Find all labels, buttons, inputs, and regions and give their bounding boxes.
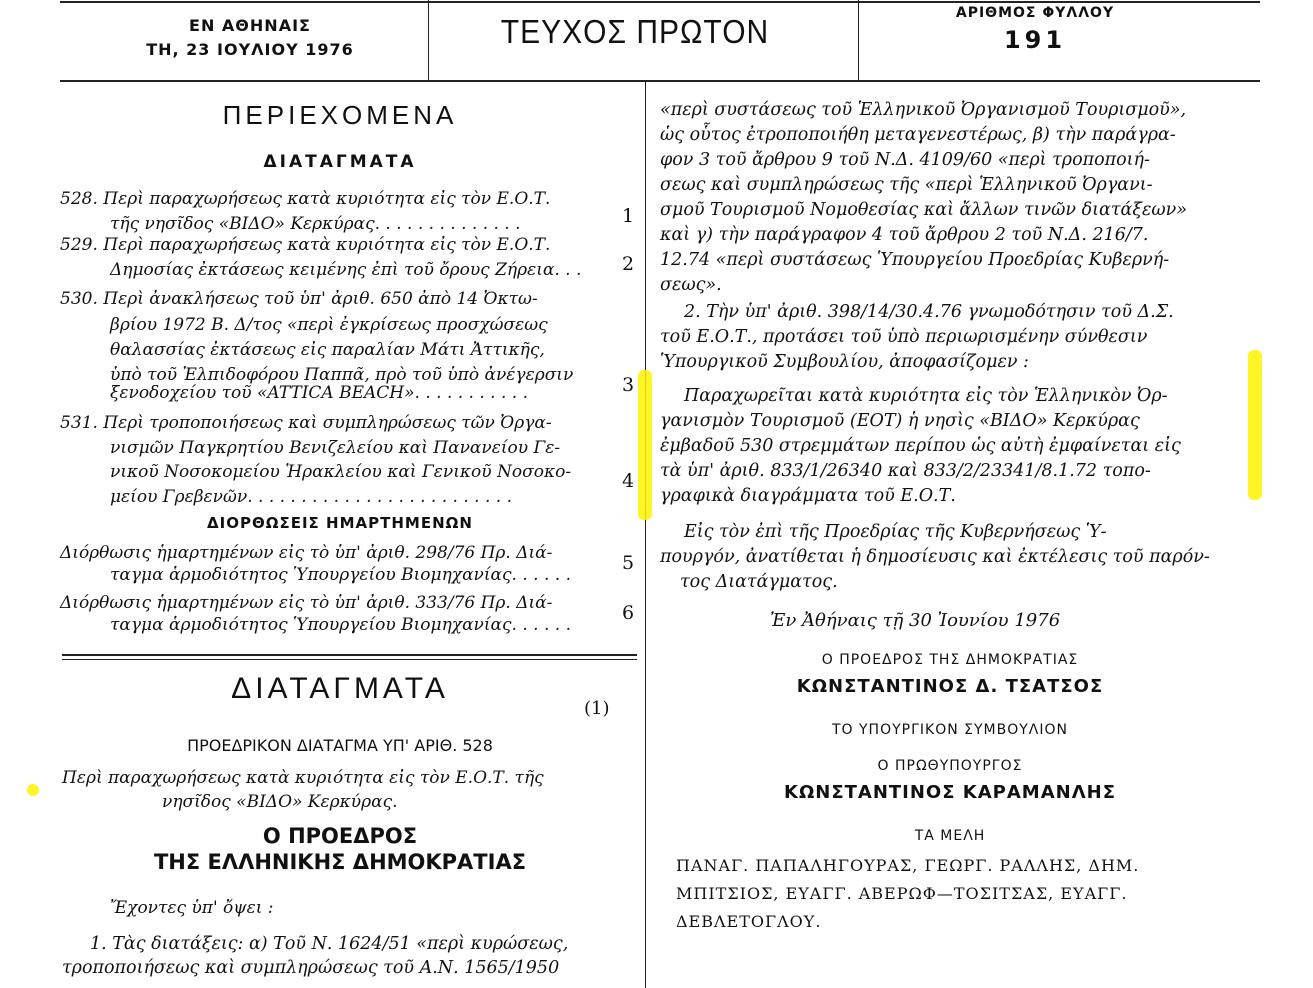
decree-preamble: Ἔχοντες ὑπ' ὄψει : [110,898,274,918]
body-line: «περὶ συστάσεως τοῦ Ἑλληνικοῦ Ὀργανισμοῦ Τουρισμοῦ», [660,100,1187,120]
toc-page-number: 2 [622,253,635,275]
decree-paragraph-line: τροποποιήσεως καὶ συμπληρώσεως τοῦ Α.Ν. 1565/1950 [62,958,560,978]
body-line: καὶ γ) τὴν παράγραφον 4 τοῦ ἄρθρου 2 τοῦ Ν.Δ. 216/7. [660,225,1149,245]
decrees-title: ΔΙΑΤΑΓΜΑΤΑ [231,672,449,705]
header-divider-left [428,0,429,80]
highlighter-dot [27,784,39,796]
body-line: 2. Τὴν ὑπ' ἀριθ. 398/14/30.4.76 γνωμοδότησιν τοῦ Δ.Σ. [684,302,1174,322]
toc-page-number: 4 [622,470,635,492]
correction-line: Διόρθωσις ἡμαρτημένων εἰς τὸ ὑπ' ἀριθ. 333/76 Πρ. Διά- [60,593,553,613]
toc-line: 531. Περὶ τροποποιήσεως καὶ συμπληρώσεως τῶν Ὀργα- [60,413,552,433]
decree-reference-number: (1) [584,698,610,719]
toc-line: 528. Περὶ παραχωρήσεως κατὰ κυριότητα εἰς τὸν Ε.Ο.Τ. [60,189,551,209]
toc-page-number: 3 [622,374,635,396]
header-place: ΕΝ ΑΘΗΝΑΙΣ [189,16,311,35]
toc-line: 530. Περὶ ἀνακλήσεως τοῦ ὑπ' ἀριθ. 650 ἀπὸ 14 Ὀκτω- [60,289,538,309]
highlighter-mark [638,370,652,520]
toc-line: ξενοδοχείου τοῦ «ATTICA BEACH». . . . . . . . . . . [110,383,529,403]
members-title: ΤΑ ΜΕΛΗ [914,828,986,844]
header-date: ΤΗ, 23 ΙΟΥΛΙΟΥ 1976 [146,40,354,59]
grant-line: γανισμὸν Τουρισμοῦ (ΕΟΤ) ἡ νησὶς «ΒΙΔΟ» Κερκύρας [660,411,1140,431]
decree-president-title: ΤΗΣ ΕΛΛΗΝΙΚΗΣ ΔΗΜΟΚΡΑΤΙΑΣ [153,850,527,874]
contents-decrees-heading: ΔΙΑΤΑΓΜΑΤΑ [263,152,417,172]
toc-line: Δημοσίας ἐκτάσεως κειμένης ἐπὶ τοῦ ὄρους Ζήρεια. . . [110,260,582,280]
body-line: φον 3 τοῦ ἄρθρου 9 τοῦ Ν.Δ. 4109/60 «περὶ τροποποιή- [660,150,1150,170]
grant-line: γραφικὰ διαγράμματα τοῦ Ε.Ο.Τ. [660,486,956,506]
header-top-rule [60,1,1260,3]
toc-line: τῆς νησῖδος «ΒΙΔΟ» Κερκύρας. . . . . . . . . . . . . . [110,214,521,234]
decree-president-title: Ο ΠΡΟΕΔΡΟΣ [262,824,418,848]
column-divider [645,82,646,988]
decree-subject-line: νησῖδος «ΒΙΔΟ» Κερκύρας. [162,792,398,812]
correction-line: ταγμα ἁρμοδιότητος Ὑπουργείου Βιομηχανίας. . . . . . [110,565,571,585]
contents-corrections-heading: ΔΙΟΡΘΩΣΕΙΣ ΗΜΑΡΤΗΜΕΝΩΝ [207,514,473,532]
body-line: ὡς οὗτος ἐτροποποιήθη μεταγενεστέρως, β) τὴν παράγρα- [660,125,1176,145]
pm-title: Ο ΠΡΩΘΥΠΟΥΡΓΟΣ [877,758,1023,774]
body-line: τοῦ Ε.Ο.Τ., προτάσει τοῦ ὑπὸ περιωρισμένην σύνθεσιν [660,327,1148,347]
execution-line: τος Διατάγματος. [680,572,838,592]
toc-line: μείου Γρεβενῶν. . . . . . . . . . . . . . . . . . . . . . . . . [110,487,512,507]
header-sheet-label: ΑΡΙΘΜΟΣ ΦΥΛΛΟΥ [955,5,1115,21]
toc-line: θαλασσίας ἐκτάσεως εἰς παραλίαν Μάτι Ἀττικῆς, [110,340,545,360]
header-divider-right [858,0,859,80]
body-line: σμοῦ Τουρισμοῦ Νομοθεσίας καὶ ἄλλων τινῶν διατάξεων» [660,200,1187,220]
pm-name: ΚΩΝΣΤΑΝΤΙΝΟΣ ΚΑΡΑΜΑΝΛΗΣ [784,782,1116,803]
decree-heading: ΠΡΟΕΔΡΙΚΟΝ ΔΙΑΤΑΓΜΑ ΥΠ' ΑΡΙΘ. 528 [187,736,493,755]
body-line: σεως». [660,275,722,295]
toc-line: 529. Περὶ παραχωρήσεως κατὰ κυριότητα εἰς τὸν Ε.Ο.Τ. [60,235,551,255]
members-line: ΜΠΙΤΣΙΟΣ, ΕΥΑΓΓ. ΑΒΕΡΩΦ—ΤΟΣΙΤΣΑΣ, ΕΥΑΓΓ. [676,884,1128,903]
members-line: ΔΕΒΛΕΤΟΓΛΟΥ. [676,912,822,931]
correction-line: Διόρθωσις ἡμαρτημένων εἰς τὸ ὑπ' ἀριθ. 298/76 Πρ. Διά- [60,543,553,563]
toc-page-number: 5 [622,552,635,574]
grant-line: Παραχωρεῖται κατὰ κυριότητα εἰς τὸν Ἑλληνικὸν Ὀρ- [684,386,1168,406]
header-bottom-rule [60,80,1260,82]
contents-rule [62,654,637,656]
body-line: Ὑπουργικοῦ Συμβουλίου, ἀποφασίζομεν : [660,352,1029,372]
contents-rule [62,659,637,660]
toc-line: νισμῶν Παγκρητίου Βενιζελείου καὶ Πανανείου Γε- [110,438,561,458]
toc-line: ὑπὸ τοῦ Ἐλπιδοφόρου Παππᾶ, πρὸ τοῦ ὑπὸ ἀνέγερσιν [110,365,574,385]
toc-page-number: 6 [622,602,635,624]
grant-line: ἐμβαδοῦ 530 στρεμμάτων περίπου ὡς αὐτὴ ἐμφαίνεται εἰς [660,436,1181,456]
members-line: ΠΑΝΑΓ. ΠΑΠΑΛΗΓΟΥΡΑΣ, ΓΕΩΡΓ. ΡΑΛΛΗΣ, ΔΗΜ. [676,856,1140,875]
toc-line: βρίου 1972 Β. Δ/τος «περὶ ἐγκρίσεως προσχώσεως [110,315,548,335]
president-title: Ο ΠΡΟΕΔΡΟΣ ΤΗΣ ΔΗΜΟΚΡΑΤΙΑΣ [821,652,1079,668]
body-line: 12.74 «περὶ συστάσεως Ὑπουργείου Προεδρίας Κυβερνή- [660,250,1170,270]
toc-line: νικοῦ Νοσοκομείου Ἡρακλείου καὶ Γενικοῦ Νοσοκο- [110,462,572,482]
header-sheet-number: 191 [1003,26,1067,54]
contents-title: ΠΕΡΙΕΧΟΜΕΝΑ [222,100,458,130]
header-issue-title: ΤΕΥΧΟΣ ΠΡΩΤΟΝ [500,14,770,51]
correction-line: ταγμα ἁρμοδιότητος Ὑπουργείου Βιομηχανίας. . . . . . [110,615,571,635]
council-title: ΤΟ ΥΠΟΥΡΓΙΚΟΝ ΣΥΜΒΟΥΛΙΟΝ [831,722,1069,738]
execution-line: πουργόν, ἀνατίθεται ἡ δημοσίευσις καὶ ἐκτέλεσις τοῦ παρόν- [660,547,1210,567]
toc-page-number: 1 [622,205,635,227]
highlighter-mark [1248,350,1262,500]
decree-paragraph-line: 1. Τὰς διατάξεις: α) Τοῦ Ν. 1624/51 «περὶ κυρώσεως, [90,934,569,954]
body-line: σεως καὶ συμπληρώσεως τῆς «περὶ Ἑλληνικοῦ Ὀργανι- [660,175,1153,195]
president-name: ΚΩΝΣΤΑΝΤΙΝΟΣ Δ. ΤΣΑΤΣΟΣ [796,676,1104,697]
decree-subject-line: Περὶ παραχωρήσεως κατὰ κυριότητα εἰς τὸν Ε.Ο.Τ. τῆς [62,768,544,788]
execution-line: Εἰς τὸν ἐπὶ τῆς Προεδρίας τῆς Κυβερνήσεως Ὑ- [684,522,1107,542]
grant-line: τὰ ὑπ' ἀριθ. 833/1/26340 καὶ 833/2/23341/8.1.72 τοπο- [660,461,1151,481]
signature-date: Ἐν Ἀθήναις τῇ 30 Ἰουνίου 1976 [770,610,1061,631]
